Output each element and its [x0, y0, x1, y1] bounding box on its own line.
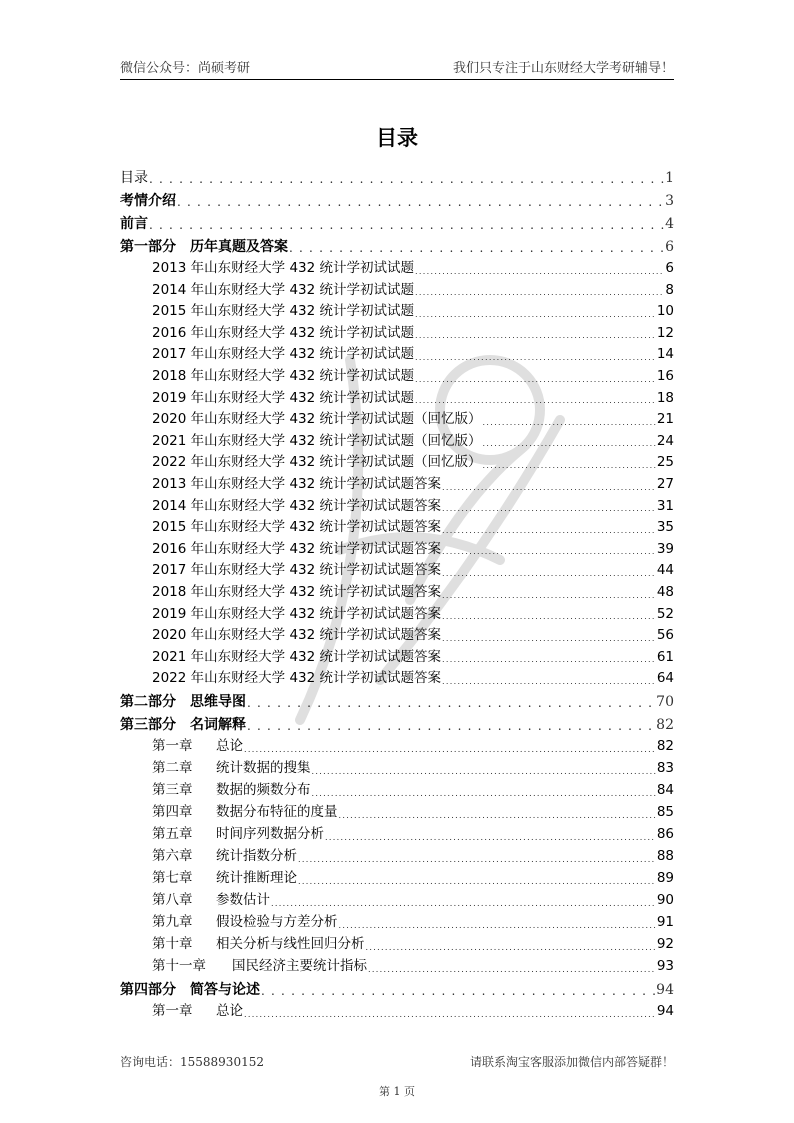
toc-leader-dots — [366, 944, 656, 952]
toc-subentry-page: 56 — [656, 627, 674, 644]
toc-chapter-number: 第一章 — [152, 1003, 193, 1020]
toc-subentry-label: 2013 年山东财经大学 432 统计学初试试题答案 — [152, 476, 441, 493]
toc-leader-dots — [312, 790, 656, 798]
toc-chapter-number: 第五章 — [152, 826, 193, 843]
toc-subentry[interactable] — [120, 384, 674, 406]
toc-subentry-page: 31 — [656, 497, 674, 514]
toc-leader-dots — [483, 440, 656, 448]
toc-subentry-label: 2019 年山东财经大学 432 统计学初试试题答案 — [152, 605, 441, 622]
toc-leader-dots — [415, 268, 664, 276]
toc-chapter-label-group — [152, 784, 311, 798]
toc-chapter-title: 总论 — [216, 738, 243, 755]
toc-chapter-label-group — [152, 1005, 243, 1019]
toc-entry-part2[interactable] — [120, 686, 674, 709]
toc-chapter-title: 时间序列数据分析 — [216, 826, 324, 843]
toc-chapter-label-group — [152, 740, 243, 754]
toc-subentry-label: 2017 年山东财经大学 432 统计学初试试题 — [152, 346, 414, 363]
toc-subentry[interactable] — [120, 664, 674, 686]
toc-subentry[interactable] — [120, 340, 674, 362]
toc-leader-dots — [244, 746, 656, 754]
page-number: 第 1 页 — [379, 1085, 415, 1098]
toc-leader-dots — [415, 289, 664, 297]
toc-leader-dots — [442, 678, 656, 686]
toc-chapter-entry[interactable] — [120, 864, 674, 886]
toc-leader-dots — [312, 768, 656, 776]
toc-subentry-label: 2014 年山东财经大学 432 统计学初试试题答案 — [152, 497, 441, 514]
toc-leader-dots — [339, 922, 656, 930]
toc-part1-items — [120, 254, 674, 686]
toc-subentry-label: 2018 年山东财经大学 432 统计学初试试题 — [152, 368, 414, 385]
toc-leader-dots — [149, 173, 664, 185]
toc-entry-kaoqing[interactable] — [120, 185, 674, 208]
toc-entry-page: 6 — [665, 239, 674, 255]
toc-subentry[interactable] — [120, 513, 674, 535]
toc-subentry[interactable] — [120, 535, 674, 557]
toc-entry-page: 4 — [665, 216, 674, 232]
toc-leader-dots — [339, 812, 656, 820]
header-left-text: 微信公众号：尚硕考研 — [120, 61, 251, 76]
toc-chapter-page: 88 — [656, 848, 674, 865]
toc-chapter-label-group — [152, 960, 367, 974]
toc-chapter-number: 第二章 — [152, 760, 193, 777]
toc-chapter-entry[interactable] — [120, 732, 674, 754]
toc-entry-page: 82 — [656, 716, 674, 733]
toc-subentry-label: 2015 年山东财经大学 432 统计学初试试题答案 — [152, 519, 441, 536]
toc-chapter-page: 91 — [656, 914, 674, 931]
toc-entry-label: 第一部分 历年真题及答案 — [120, 239, 288, 255]
toc-entry-label: 考情介绍 — [120, 193, 176, 209]
toc-chapter-title: 数据分布特征的度量 — [216, 804, 338, 821]
toc-entry-part4[interactable] — [120, 974, 674, 997]
toc-chapter-title: 数据的频数分布 — [216, 782, 311, 799]
toc-subentry-label: 2015 年山东财经大学 432 统计学初试试题 — [152, 303, 414, 320]
toc-subentry[interactable] — [120, 470, 674, 492]
toc-subentry[interactable] — [120, 578, 674, 600]
toc-chapter-number: 第十一章 — [152, 958, 206, 975]
toc-entry-page: 1 — [665, 170, 674, 186]
toc-subentry-page: 21 — [656, 411, 674, 428]
toc-chapter-number: 第九章 — [152, 914, 193, 931]
toc-entry-label: 目录 — [120, 170, 148, 186]
toc-chapter-entry[interactable] — [120, 997, 674, 1019]
toc-chapter-page: 84 — [656, 782, 674, 799]
toc-chapter-title: 统计指数分析 — [216, 848, 297, 865]
toc-chapter-label-group — [152, 762, 311, 776]
toc-subentry-page: 8 — [665, 281, 674, 298]
toc-subentry-page: 6 — [665, 260, 674, 277]
toc-subentry[interactable] — [120, 254, 674, 276]
toc-leader-dots — [415, 397, 656, 405]
toc-subentry-label: 2020 年山东财经大学 432 统计学初试试题（回忆版） — [152, 411, 482, 428]
toc-chapter-entry[interactable] — [120, 798, 674, 820]
toc-subentry[interactable] — [120, 427, 674, 449]
toc-entry-label: 前言 — [120, 216, 148, 232]
toc-chapter-label-group — [152, 828, 324, 842]
page-footer — [120, 1053, 674, 1070]
toc-entry-label: 第二部分 思维导图 — [120, 693, 246, 710]
toc-subentry[interactable] — [120, 492, 674, 514]
toc-leader-dots — [177, 196, 664, 208]
toc-subentry-label: 2013 年山东财经大学 432 统计学初试试题 — [152, 260, 414, 277]
toc-part4-items — [120, 997, 674, 1019]
toc-chapter-entry[interactable] — [120, 952, 674, 974]
toc-leader-dots — [442, 570, 656, 578]
toc-leader-dots — [442, 505, 656, 513]
toc-subentry-label: 2020 年山东财经大学 432 统计学初试试题答案 — [152, 627, 441, 644]
toc-leader-dots — [247, 720, 655, 732]
toc-chapter-number: 第七章 — [152, 870, 193, 887]
toc-leader-dots — [415, 332, 656, 340]
toc-subentry-page: 12 — [656, 324, 674, 341]
toc-entry-page: 70 — [656, 693, 674, 710]
toc-subentry-page: 27 — [656, 476, 674, 493]
toc-chapter-label-group — [152, 916, 338, 930]
toc-chapter-page: 85 — [656, 804, 674, 821]
toc-leader-dots — [247, 697, 655, 709]
toc-entry-part3[interactable] — [120, 709, 674, 732]
toc-subentry-page: 14 — [656, 346, 674, 363]
toc-chapter-label-group — [152, 872, 297, 886]
toc-subentry[interactable] — [120, 362, 674, 384]
toc-leader-dots — [415, 376, 656, 384]
toc-entry-page: 3 — [665, 193, 674, 209]
toc-subentry-label: 2017 年山东财经大学 432 统计学初试试题答案 — [152, 562, 441, 579]
toc-chapter-title: 总论 — [216, 1003, 243, 1020]
toc-chapter-entry[interactable] — [120, 886, 674, 908]
toc-chapter-entry[interactable] — [120, 908, 674, 930]
toc-chapter-label-group — [152, 894, 270, 908]
toc-chapter-number: 第四章 — [152, 804, 193, 821]
toc-chapter-title: 相关分析与线性回归分析 — [216, 936, 365, 953]
toc-leader-dots — [271, 900, 656, 908]
toc-subentry[interactable] — [120, 319, 674, 341]
toc-chapter-entry[interactable] — [120, 842, 674, 864]
toc-chapter-label-group — [152, 938, 365, 952]
toc-subentry[interactable] — [120, 405, 674, 427]
toc-chapter-title: 统计数据的搜集 — [216, 760, 311, 777]
toc-chapter-title: 参数估计 — [216, 892, 270, 909]
toc-leader-dots — [483, 419, 656, 427]
toc-subentry-page: 18 — [656, 389, 674, 406]
toc-leader-dots — [415, 354, 656, 362]
toc-chapter-number: 第六章 — [152, 848, 193, 865]
toc-chapter-entry[interactable] — [120, 930, 674, 952]
toc-subentry[interactable] — [120, 600, 674, 622]
toc-chapter-title: 统计推断理论 — [216, 870, 297, 887]
toc-subentry-label: 2016 年山东财经大学 432 统计学初试试题 — [152, 324, 414, 341]
toc-chapter-page: 83 — [656, 760, 674, 777]
toc-subentry-label: 2019 年山东财经大学 432 统计学初试试题 — [152, 389, 414, 406]
toc-chapter-entry[interactable] — [120, 820, 674, 842]
toc-subentry-page: 44 — [656, 562, 674, 579]
toc-chapter-label-group — [152, 806, 338, 820]
toc-entry-qianyan[interactable] — [120, 208, 674, 231]
toc-leader-dots — [442, 527, 656, 535]
toc-entry-label: 第三部分 名词解释 — [120, 716, 246, 733]
toc-leader-dots — [289, 242, 664, 254]
toc-chapter-page: 94 — [656, 1003, 674, 1020]
toc-entry-mulu[interactable] — [120, 162, 674, 185]
toc-subentry-label: 2018 年山东财经大学 432 统计学初试试题答案 — [152, 584, 441, 600]
toc-subentry[interactable] — [120, 276, 674, 298]
table-of-contents — [120, 162, 674, 1019]
toc-chapter-number: 第十章 — [152, 936, 193, 953]
toc-chapter-number: 第一章 — [152, 738, 193, 755]
toc-subentry-page: 61 — [656, 648, 674, 665]
toc-subentry[interactable] — [120, 621, 674, 643]
toc-entry-label: 第四部分 简答与论述 — [120, 981, 260, 998]
toc-subentry-page: 16 — [656, 368, 674, 385]
toc-chapter-number: 第八章 — [152, 892, 193, 909]
toc-leader-dots — [483, 462, 656, 470]
toc-leader-dots — [442, 548, 656, 556]
toc-subentry-page: 35 — [656, 519, 674, 536]
toc-subentry[interactable] — [120, 297, 674, 319]
toc-leader-dots — [442, 592, 656, 600]
toc-subentry-page: 25 — [656, 454, 674, 471]
toc-subentry-page: 39 — [656, 540, 674, 557]
toc-part3-items — [120, 732, 674, 974]
footer-right-text: 请联系淘宝客服添加微信内部答疑群！ — [469, 1055, 674, 1069]
page-header — [120, 57, 674, 80]
toc-chapter-label-group — [152, 850, 297, 864]
toc-subentry-label: 2021 年山东财经大学 432 统计学初试试题答案 — [152, 648, 441, 665]
toc-subentry-label: 2014 年山东财经大学 432 统计学初试试题 — [152, 281, 414, 298]
toc-chapter-entry[interactable] — [120, 776, 674, 798]
toc-subentry-page: 24 — [656, 432, 674, 449]
toc-leader-dots — [442, 613, 656, 621]
toc-subentry[interactable] — [120, 556, 674, 578]
toc-chapter-page: 82 — [656, 738, 674, 755]
toc-subentry-label: 2022 年山东财经大学 432 统计学初试试题（回忆版） — [152, 454, 482, 471]
header-right-text: 我们只专注于山东财经大学考研辅导！ — [452, 61, 674, 76]
toc-chapter-page: 92 — [656, 936, 674, 953]
toc-chapter-page: 86 — [656, 826, 674, 843]
toc-chapter-title: 假设检验与方差分析 — [216, 914, 338, 931]
toc-subentry-page: 48 — [656, 584, 674, 600]
toc-entry-page: 94 — [656, 981, 674, 998]
toc-leader-dots — [244, 1011, 656, 1019]
toc-leader-dots — [442, 656, 656, 664]
toc-chapter-page: 89 — [656, 870, 674, 887]
toc-chapter-page: 90 — [656, 892, 674, 909]
toc-subentry-label: 2022 年山东财经大学 432 统计学初试试题答案 — [152, 670, 441, 687]
toc-chapter-title: 国民经济主要统计指标 — [232, 958, 367, 975]
toc-leader-dots — [325, 834, 656, 842]
document-title: 目录 — [376, 126, 418, 150]
toc-leader-dots — [298, 878, 656, 886]
toc-subentry-page: 10 — [656, 303, 674, 320]
toc-subentry-label: 2021 年山东财经大学 432 统计学初试试题（回忆版） — [152, 432, 482, 449]
toc-subentry[interactable] — [120, 448, 674, 470]
toc-leader-dots — [415, 311, 656, 319]
toc-leader-dots — [368, 966, 656, 974]
toc-leader-dots — [261, 985, 655, 997]
toc-chapter-entry[interactable] — [120, 754, 674, 776]
toc-chapter-number: 第三章 — [152, 782, 193, 799]
toc-subentry-label: 2016 年山东财经大学 432 统计学初试试题答案 — [152, 540, 441, 557]
toc-subentry[interactable] — [120, 643, 674, 665]
toc-chapter-page: 93 — [656, 958, 674, 975]
toc-leader-dots — [298, 856, 656, 864]
footer-contact-text: 咨询电话：15588930152 — [120, 1055, 264, 1069]
toc-leader-dots — [442, 635, 656, 643]
toc-subentry-page: 64 — [656, 670, 674, 687]
toc-leader-dots — [149, 219, 664, 231]
toc-entry-part1[interactable] — [120, 231, 674, 254]
toc-subentry-page: 52 — [656, 605, 674, 622]
toc-leader-dots — [442, 484, 656, 492]
